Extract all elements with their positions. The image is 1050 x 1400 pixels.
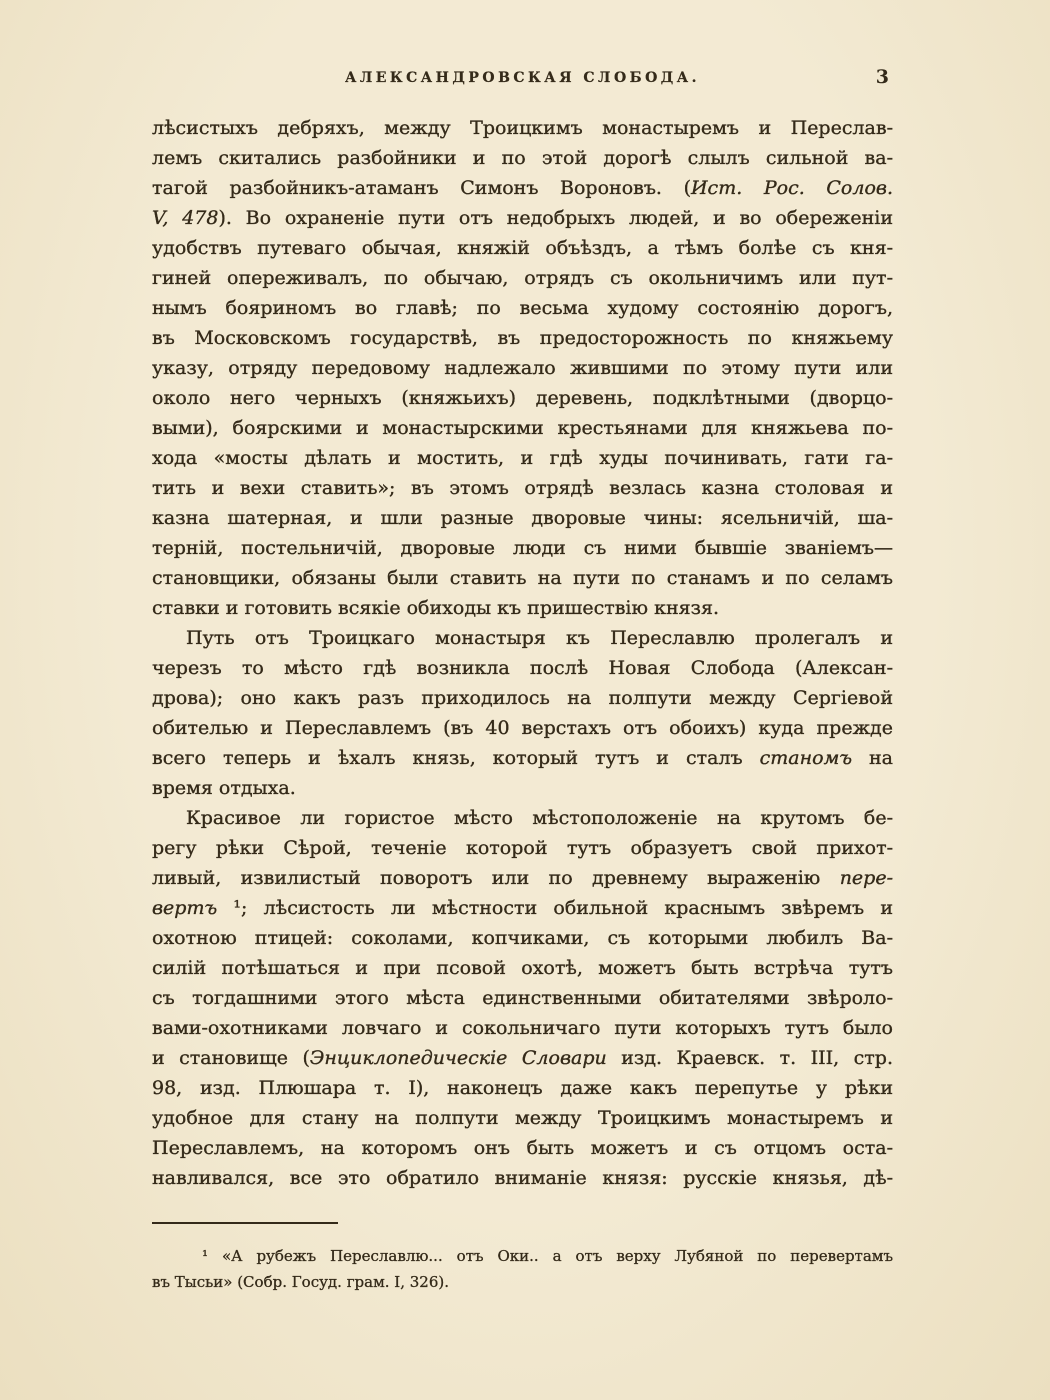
- text-run: съ тогдашними этого мѣста единственными обитателями звѣроло-: [152, 987, 893, 1009]
- text-line: [152, 803, 893, 833]
- paragraph: [152, 113, 893, 623]
- text-line: [152, 1243, 893, 1269]
- text-run: всего теперь и ѣхалъ князь, который тутъ и сталъ: [152, 747, 760, 769]
- text-line: [152, 833, 893, 863]
- italic-run: Энциклопедическіе Словари: [309, 1047, 607, 1069]
- text-line: [152, 953, 893, 983]
- text-run: на: [852, 747, 894, 769]
- text-line: [152, 563, 893, 593]
- text-run: 98, изд. Плюшара т. I), наконецъ даже какъ перепутье у рѣки: [152, 1077, 893, 1099]
- paragraph: [152, 1243, 893, 1295]
- text-line: [152, 593, 893, 623]
- italic-run: Ист. Рос. Солов.: [690, 177, 893, 199]
- running-header: [152, 66, 893, 96]
- text-line: [152, 713, 893, 743]
- text-run: ливый, извилистый поворотъ или по древнему выраженію: [152, 867, 840, 889]
- text-run: становщики, обязаны были ставить на пути по станамъ и по селамъ: [152, 567, 893, 589]
- text-line: [152, 203, 893, 233]
- italic-run: станомъ: [759, 747, 852, 769]
- text-run: охотною птицей: соколами, копчиками, съ которыми любилъ Ва-: [152, 927, 893, 949]
- text-line: [152, 113, 893, 143]
- text-run: тагой разбойникъ-атаманъ Симонъ Вороновъ. (: [152, 177, 691, 199]
- text-line: [152, 473, 893, 503]
- text-line: [152, 143, 893, 173]
- text-run: выми), боярскими и монастырскими крестьянами для княжьева по-: [152, 417, 893, 439]
- header-title: АЛЕКСАНДРОВСКАЯ СЛОБОДА.: [344, 70, 701, 86]
- text-run: лемъ скитались разбойники и по этой дорогѣ слылъ сильной ва-: [152, 147, 893, 169]
- italic-run: вертъ: [152, 897, 218, 919]
- text-line: [152, 353, 893, 383]
- paragraph: [152, 803, 893, 1193]
- text-line: [152, 893, 893, 923]
- text-line: [152, 443, 893, 473]
- text-line: [152, 923, 893, 953]
- text-run: казна шатерная, и шли разные дворовые чины: ясельничій, ша-: [152, 507, 893, 529]
- body-text: [152, 113, 893, 1193]
- text-line: [152, 1013, 893, 1043]
- text-line: [152, 323, 893, 353]
- text-line: [152, 623, 893, 653]
- text-run: хода «мосты дѣлать и мостить, и гдѣ худы починивать, гати га-: [152, 447, 893, 469]
- text-line: [152, 683, 893, 713]
- text-line: [152, 383, 893, 413]
- text-line: [152, 293, 893, 323]
- text-line: [152, 1269, 893, 1295]
- text-run: черезъ то мѣсто гдѣ возникла послѣ Новая Слобода (Алексан-: [152, 657, 893, 679]
- text-run: навливался, все это обратило вниманіе князя: русскіе князья, дѣ-: [152, 1167, 893, 1189]
- text-line: [152, 263, 893, 293]
- text-line: [152, 653, 893, 683]
- text-run: обителью и Переславлемъ (въ 40 верстахъ отъ обоихъ) куда прежде: [152, 717, 893, 739]
- text-run: ¹; лѣсистость ли мѣстности обильной краснымъ звѣремъ и: [217, 897, 893, 919]
- text-line: [152, 863, 893, 893]
- text-run: около него черныхъ (княжьихъ) деревень, подклѣтными (дворцо-: [152, 387, 893, 409]
- text-run: терній, постельничій, дворовые люди съ ними бывшіе званіемъ—: [152, 537, 893, 559]
- text-run: въ Тысьи» (Собр. Госуд. грам. I, 326).: [152, 1273, 450, 1291]
- paragraph: [152, 623, 893, 803]
- text-run: и становище (: [152, 1047, 310, 1069]
- text-run: указу, отряду передовому надлежало жившими по этому пути или: [152, 357, 893, 379]
- text-run: Путь отъ Троицкаго монастыря къ Переславлю пролегалъ и: [186, 627, 893, 649]
- text-run: ). Во охраненіе пути отъ недобрыхъ людей, и во обереженіи: [218, 207, 893, 229]
- text-run: вами-охотниками ловчаго и сокольничаго пути которыхъ тутъ было: [152, 1017, 893, 1039]
- text-run: удобное для стану на полпути между Троицкимъ монастыремъ и: [152, 1107, 893, 1129]
- italic-run: V, 478: [152, 207, 219, 229]
- text-line: [152, 413, 893, 443]
- text-run: время отдыха.: [152, 777, 296, 799]
- text-line: [152, 233, 893, 263]
- text-run: Переславлемъ, на которомъ онъ быть можетъ и съ отцомъ оста-: [152, 1137, 893, 1159]
- text-line: [152, 983, 893, 1013]
- text-line: [152, 1133, 893, 1163]
- text-run: гиней опереживалъ, по обычаю, отрядъ съ окольничимъ или пут-: [152, 267, 893, 289]
- text-run: тить и вехи ставить»; въ этомъ отрядѣ везлась казна столовая и: [152, 477, 893, 499]
- text-line: [152, 743, 893, 773]
- text-line: [152, 503, 893, 533]
- text-run: лѣсистыхъ дебряхъ, между Троицкимъ монастыремъ и Переслав-: [152, 117, 893, 139]
- text-run: нымъ бояриномъ во главѣ; по весьма худому состоянію дорогъ,: [152, 297, 893, 319]
- text-run: дрова); оно какъ разъ приходилось на полпути между Сергіевой: [152, 687, 893, 709]
- text-run: въ Московскомъ государствѣ, въ предосторожность по княжьему: [152, 327, 893, 349]
- text-line: [152, 173, 893, 203]
- italic-run: пере-: [839, 867, 893, 889]
- text-run: силій потѣшаться и при псовой охотѣ, можетъ быть встрѣча тутъ: [152, 957, 893, 979]
- text-run: Красивое ли гористое мѣсто мѣстоположеніе на крутомъ бе-: [186, 807, 893, 829]
- text-line: [152, 1073, 893, 1103]
- text-line: [152, 533, 893, 563]
- text-run: ¹ «А рубежъ Переславлю... отъ Оки.. а отъ верху Лубяной по перевертамъ: [202, 1247, 893, 1265]
- text-line: [152, 1163, 893, 1193]
- footnote-rule: [152, 1222, 338, 1224]
- text-line: [152, 773, 893, 803]
- page-number: 3: [875, 66, 889, 88]
- text-run: ставки и готовить всякіе обиходы къ пришествію князя.: [152, 597, 719, 619]
- text-line: [152, 1103, 893, 1133]
- text-run: регу рѣки Сѣрой, теченіе которой тутъ образуетъ свой прихот-: [152, 837, 893, 859]
- footnote-text: [152, 1243, 893, 1295]
- text-line: [152, 1043, 893, 1073]
- text-run: изд. Краевск. т. III, стр.: [606, 1047, 893, 1069]
- text-run: удобствъ путеваго обычая, княжій объѣздъ, а тѣмъ болѣе съ кня-: [152, 237, 893, 259]
